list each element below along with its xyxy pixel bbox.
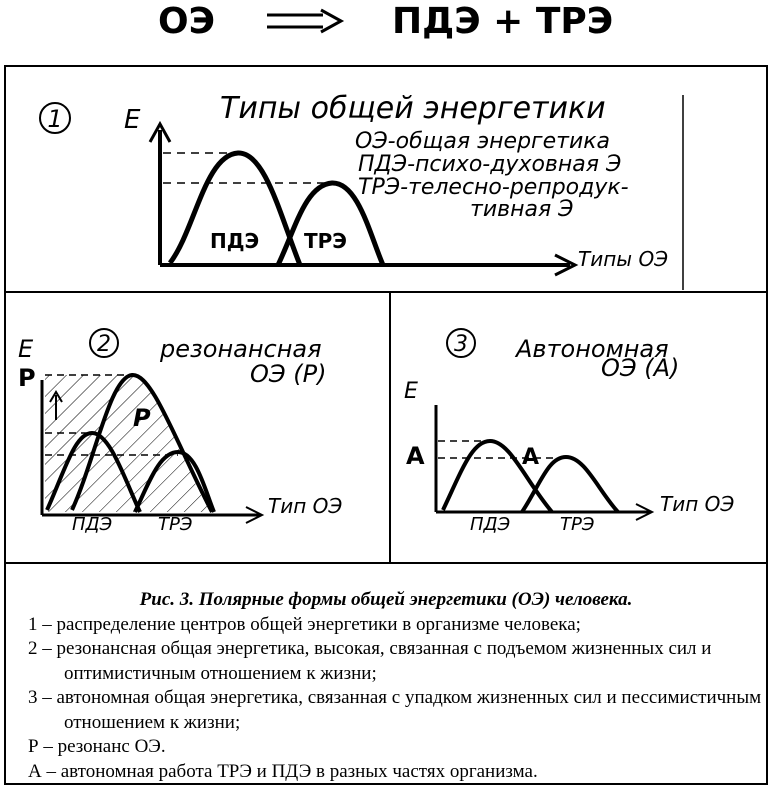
panel-1-x-label: Типы ОЭ <box>578 247 669 271</box>
panel-2-y-mark: P <box>18 364 36 392</box>
panel-3-y-label: E <box>404 379 418 404</box>
panel-2-title-2: ОЭ (Р) <box>250 360 327 388</box>
panel-3-y-mark: A <box>406 442 425 470</box>
caption-item-1: 1 – распределение центров общей энергетики в организме человека; <box>28 613 581 635</box>
panel-2-region-label: P <box>133 404 151 432</box>
caption-item-2: 2 – резонансная общая энергетика, высокая, связанная с подъемом жизненных сил и оптимистичным отношением к жизни; <box>28 638 712 684</box>
panel-1-heading: Типы общей энергетики <box>220 91 606 126</box>
header-right-label: ПДЭ + ТРЭ <box>392 1 614 42</box>
figure-caption <box>6 588 766 784</box>
panel-3-title-2: ОЭ (А) <box>601 354 680 382</box>
header-left-label: ОЭ <box>158 1 216 42</box>
panel-2-tick-1: ПДЭ <box>72 514 113 535</box>
panel-3-tick-1: ПДЭ <box>470 514 511 535</box>
panel-3-curve-label: A <box>522 445 540 470</box>
caption-item-4: Р – резонанс ОЭ. <box>28 736 166 757</box>
panel-1-legend-4: тивная Э <box>470 197 574 222</box>
panel-2-x-label: Тип ОЭ <box>268 494 343 518</box>
caption-title: Рис. 3. Полярные формы общей энергетики (ОЭ) человека. <box>139 589 633 610</box>
panel-1-legend-2: ПДЭ-психо-духовная Э <box>358 152 622 177</box>
panel-1-number: 1 <box>47 105 63 133</box>
caption-item-5: А – автономная работа ТРЭ и ПДЭ в разных частях организма. <box>28 760 538 782</box>
panel-2-number: 2 <box>97 332 111 357</box>
panel-1-legend-1: ОЭ-общая энергетика <box>355 129 611 154</box>
panel-1-peak2-label: ТРЭ <box>304 229 347 253</box>
panel-1-legend-3: ТРЭ-телесно-репродук- <box>358 175 629 200</box>
panel-1-peak1-label: ПДЭ <box>210 229 260 253</box>
panel-3-tick-2: ТРЭ <box>560 514 595 535</box>
panel-2-tick-2: ТРЭ <box>158 514 193 535</box>
panel-2-title-1: резонансная <box>160 335 322 363</box>
panel-3-number: 3 <box>454 332 468 357</box>
panel-2-y-label: E <box>18 335 34 363</box>
panel-1-y-label: E <box>124 105 141 135</box>
panel-3-title-1: Автономная <box>516 335 669 363</box>
panel-3-x-label: Тип ОЭ <box>660 492 735 516</box>
caption-item-3: 3 – автономная общая энергетика, связанная с упадком жизненных сил и пессимистичным отношением к жизни; <box>28 687 762 733</box>
